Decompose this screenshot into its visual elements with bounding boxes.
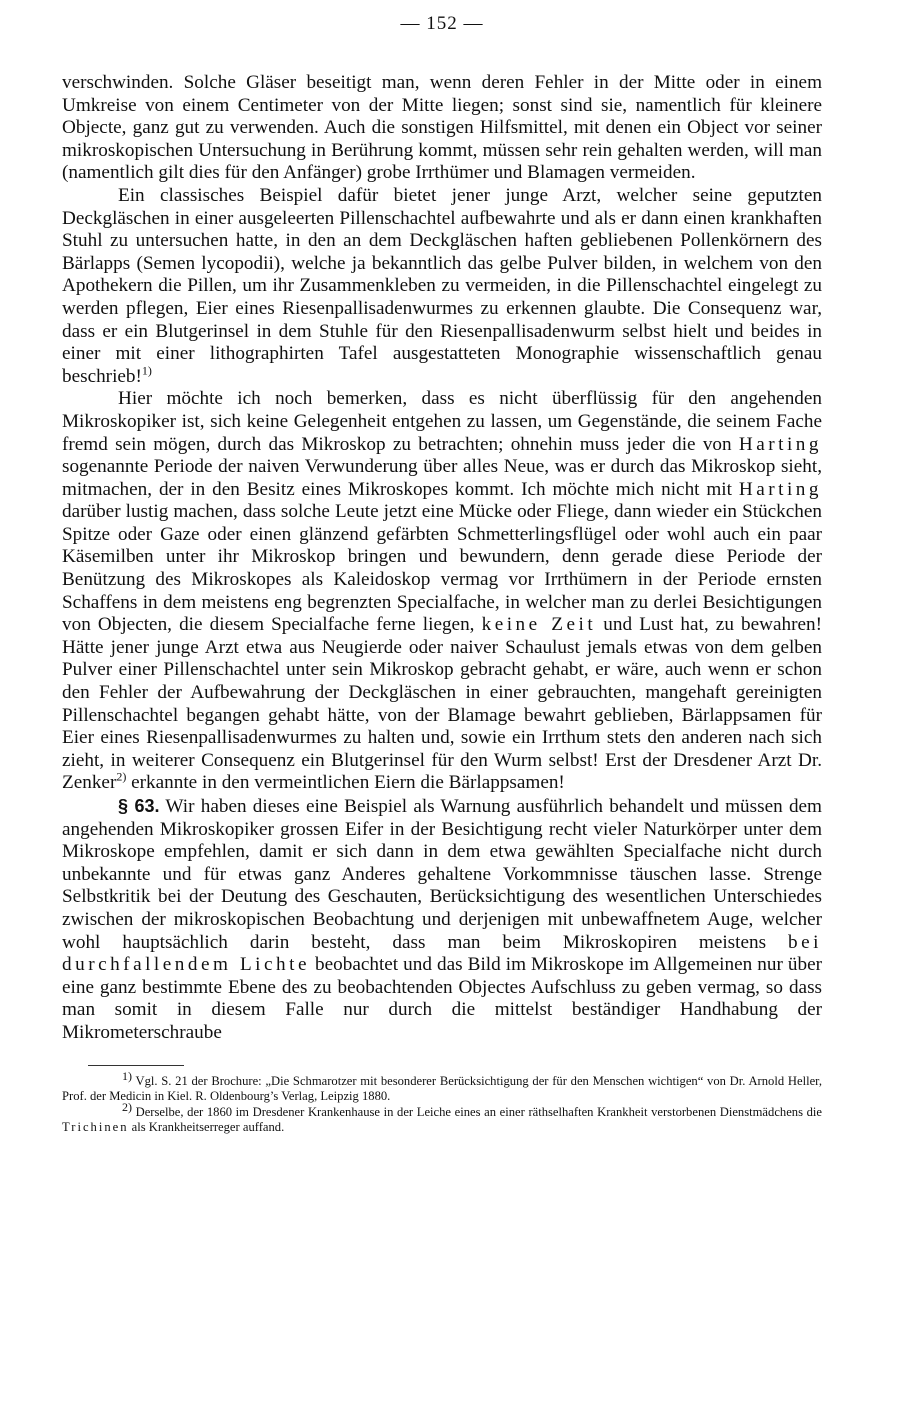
paragraph-2-text: Ein classisches Beispiel dafür bietet jener junge Arzt, welcher seine geputzten Deckgläschen in einer ausgeleerten Pillenschachtel aufbewahrte und als er dann einen krankhaften Stuhl zu untersuchen hatte, in den an dem Deckgläschen haften gebliebenen Pollenkörnern des Bärlapps (Semen lycopodii), welche ja bekanntlich das gelbe Pulver bilden, in welchem von den Apothekern die Pillen, um ihr Zusammenkleben zu vermeiden, in die Pillenschachtel eingelegt zu werden pflegen, Eier eines Riesenpallisadenwurmes zu erkennen glaubte. Die Consequenz war, dass er ein Blutgerinsel in dem Stuhle für den Riesenpallisadenwurm selbst hielt und beides in einer mit einer lithographirten Tafel ausgestatteten Monographie wissenschaftlich genau beschrieb! [62, 184, 822, 387]
emphasis-trichinen: Trichinen [62, 1120, 129, 1135]
paragraph-3-text-c: darüber lustig machen, dass solche Leute jetzt eine Mücke oder Fliege, dann wieder ein Stückchen Spitze oder Gaze oder einen glänzend gefärbten Schmetterlingsflügel oder wohl auch ein paar Käsemilben unter ihr Mikroskop bringen und bewundern, denn gerade diese Periode der Benützung des Mikroskopes als Kaleidoskop vermag vor Irrthümern in der Periode ernsten Schaffens in dem meistens eng begrenzten Specialfache, in welcher man zu derlei Besichtigungen von Objecten, die diesem Specialfache ferne liegen, [62, 501, 822, 636]
name-harting-1: Harting [738, 433, 822, 455]
footnote-1-text: Vgl. S. 21 der Brochure: „Die Schmarotzer mit besonderer Berücksichtigung der für den Menschen wichtigen“ von Dr. Arnold Heller, Prof. der Medicin in Kiel. R. Oldenbourg’s Verlag, Leipzig 1880. [62, 1073, 822, 1104]
footnote-ref-1: 1) [141, 363, 152, 378]
paragraph-3-text-a: Hier möchte ich noch bemerken, dass es nicht überflüssig für den angehenden Mikroskopiker ist, sich keine Gelegenheit entgehen zu lassen, um Gegenstände, die seinem Fache fremd sein mögen, durch das Mikroskop zu betrachten; ohnehin muss jeder die von [62, 388, 822, 455]
footnote-1-mark: 1) [122, 1068, 132, 1083]
footnote-ref-2: 2) [116, 770, 127, 785]
footnote-2 [62, 1099, 822, 1136]
book-page [62, 12, 822, 1136]
footnote-2-text-b: als Krankheitserreger auffand. [128, 1120, 285, 1135]
section-heading: § 63. [118, 796, 160, 816]
footnote-1 [62, 1068, 822, 1105]
paragraph-2 [62, 185, 822, 388]
paragraph-3-text-d: und Lust hat, zu bewahren! Hätte jener junge Arzt etwa aus Neugierde oder naiver Schaulust jemals etwas von dem gelben Pulver einer Pillenschachtel unter sein Mikroskop gebracht gehabt, er wäre, auch wenn er schon den Fehler der Aufbewahrung der Deckgläschen in einer gebrauchten, mangehaft gereinigten Pillenschachtel begangen gehabt hätte, von der Blamage bewahrt geblieben, Bärlappsamen für Eier eines Riesenpallisadenwurmes zu halten und, sowie ein Irrthum stets den anderen nach sich zieht, in weiterer Consequenz ein Blutgerinsel für den Wurm selbst! Erst der Dresdener Arzt Dr. Zenker [62, 614, 822, 794]
paragraph-4 [62, 795, 822, 1045]
emphasis-keine-zeit: keine Zeit [481, 614, 597, 636]
paragraph-3 [62, 388, 822, 795]
paragraph-1: verschwinden. Solche Gläser beseitigt man, wenn deren Fehler in der Mitte oder in einem Umkreise von einem Centimeter von der Mitte liegen; sonst sind sie, namentlich für kleinere Objecte, ganz gut zu verwenden. Auch die sonstigen Hilfsmittel, mit denen ein Object vor seiner mikroskopischen Untersuchung in Berührung kommt, müssen sehr rein gehalten werden, will man (namentlich gilt dies für den Anfänger) grobe Irrthümer und Blamagen vermeiden. [62, 72, 822, 184]
name-harting-2: Harting [738, 478, 822, 500]
paragraph-4-text-b: beobachtet und das Bild im Mikroskope im Allgemeinen nur über eine ganz bestimmte Ebene des zu beobachtenden Objectes Aufschluss zu geben vermag, so dass man somit in diesem Falle nur durch die mittelst beständiger Handhabung der Mikrometerschraube [62, 954, 822, 1043]
emphasis-durchfallendem-lichte: bei durchfallendem Lichte [62, 931, 822, 976]
footnote-2-text-a: Derselbe, der 1860 im Dresdener Krankenhause in der Leiche eines an einer räthselhaften Krankheit verstorbenen Dienstmädchens die [132, 1104, 822, 1119]
page-number: — 152 — [400, 13, 484, 34]
footnote-divider [88, 1065, 184, 1066]
footnote-2-mark: 2) [122, 1099, 132, 1114]
paragraph-3-text-e: erkannte in den vermeintlichen Eiern die Bärlappsamen! [126, 772, 565, 794]
paragraph-3-text-b: sogenannte Periode der naiven Verwunderung über alles Neue, was er durch das Mikroskop sieht, mitmachen, der in den Besitz eines Mikroskopes kommt. Ich möchte mich nicht mit [62, 456, 822, 500]
paragraph-4-text-a: Wir haben dieses eine Beispiel als Warnung ausführlich behandelt und müssen dem angehenden Mikroskopiker grossen Eifer in der Besichtigung recht vieler Naturkörper unter dem Mikroskope empfehlen, damit er sich dann in dem etwa gewählten Specialfache nicht durch unbekannte und für etwas ganz Anderes gehaltene Vorkommnisse täuschen lasse. Strenge Selbstkritik bei der Deutung des Geschauten, Berücksichtigung des wesentlichen Unterschiedes zwischen der mikroskopischen Beobachtung und derjenigen mit unbewaffnetem Auge, welcher wohl hauptsächlich darin besteht, dass man beim Mikroskopiren meistens [62, 796, 822, 953]
